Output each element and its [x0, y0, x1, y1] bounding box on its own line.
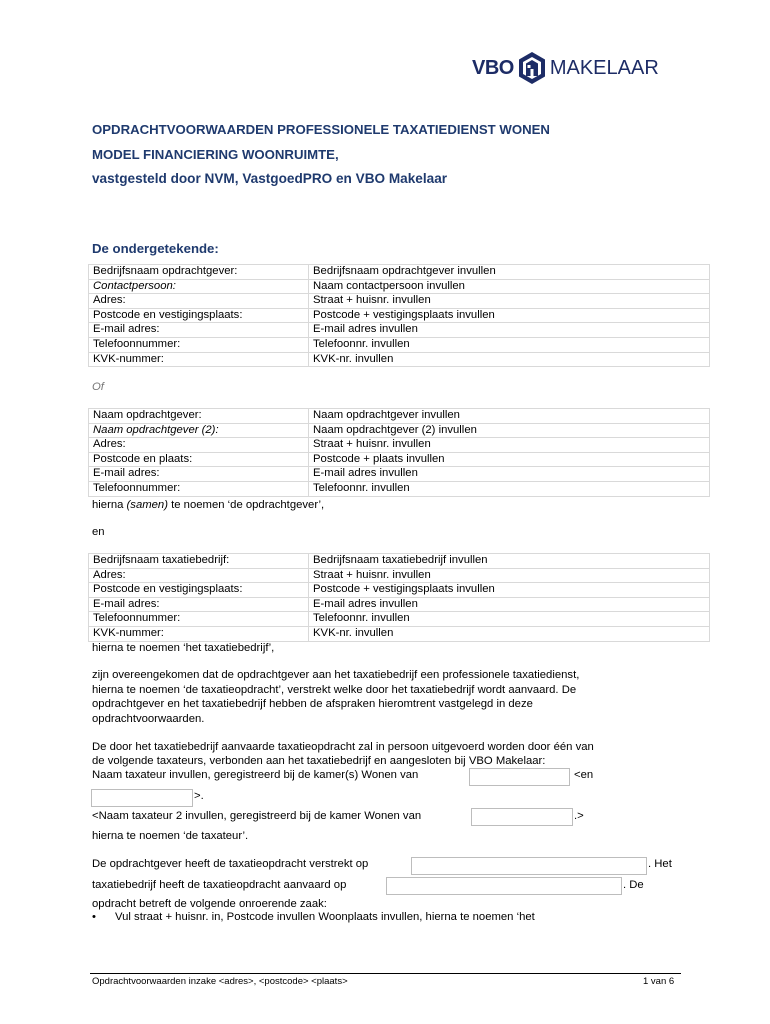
- table-row: [89, 612, 710, 627]
- field-value[interactable]: Naam opdrachtgever invullen: [309, 409, 710, 424]
- hierna-taxatiebedrijf: hierna te noemen ‘het taxatiebedrijf’,: [92, 642, 275, 654]
- taxateur2-text: <Naam taxateur 2 invullen, geregistreerd bij de kamer Wonen van: [92, 810, 422, 822]
- field-label: E-mail adres:: [89, 597, 309, 612]
- table-row: [89, 294, 710, 309]
- field-label: Bedrijfsnaam taxatiebedrijf:: [89, 554, 309, 569]
- logo-vbo-text: VBO: [472, 56, 514, 79]
- hierna-opdrachtgever: [92, 498, 692, 513]
- field-label: E-mail adres:: [89, 323, 309, 338]
- table-row: [89, 323, 710, 338]
- gt-dot-text: >.: [194, 790, 204, 802]
- field-value[interactable]: Postcode + plaats invullen: [309, 452, 710, 467]
- field-label: Adres:: [89, 568, 309, 583]
- field-label: KVK-nummer:: [89, 352, 309, 367]
- field-label: Postcode en vestigingsplaats:: [89, 308, 309, 323]
- taxateur1-text: Naam taxateur invullen, geregistreerd bij de kamer(s) Wonen van: [92, 769, 419, 781]
- field-value[interactable]: Naam contactpersoon invullen: [309, 279, 710, 294]
- para2-line2: de volgende taxateurs, verbonden aan het taxatiebedrijf en aangesloten bij VBO Makelaar:: [92, 755, 546, 767]
- opdrachtgever-company-table: [88, 264, 710, 367]
- table-row: [89, 352, 710, 367]
- field-value[interactable]: E-mail adres invullen: [309, 597, 710, 612]
- table-row: [89, 423, 710, 438]
- field-value[interactable]: Straat + huisnr. invullen: [309, 438, 710, 453]
- field-value[interactable]: Straat + huisnr. invullen: [309, 294, 710, 309]
- house-hexagon-icon: [517, 51, 547, 85]
- field-value[interactable]: Bedrijfsnaam opdrachtgever invullen: [309, 265, 710, 280]
- de-text: . De: [623, 879, 644, 891]
- footer-divider: [90, 973, 681, 974]
- taxatiebedrijf-table: [88, 553, 710, 642]
- table-row: [89, 279, 710, 294]
- field-label: Naam opdrachtgever:: [89, 409, 309, 424]
- para1-line3: opdrachtgever en het taxatiebedrijf hebben de afspraken hieromtrent vastgelegd in deze: [92, 698, 533, 710]
- bullet-icon: •: [92, 911, 96, 923]
- field-value[interactable]: KVK-nr. invullen: [309, 626, 710, 641]
- field-label: Telefoonnummer:: [89, 481, 309, 496]
- title-line-3: vastgesteld door NVM, VastgoedPRO en VBO Makelaar: [92, 171, 448, 186]
- para1-line4: opdrachtvoorwaarden.: [92, 713, 205, 725]
- field-label: Adres:: [89, 438, 309, 453]
- hierna-post: te noemen ‘de opdrachtgever’,: [167, 499, 325, 511]
- field-label: KVK-nummer:: [89, 626, 309, 641]
- of-text: Of: [92, 381, 104, 393]
- field-label: Contactpersoon:: [89, 279, 309, 294]
- table-row: [89, 467, 710, 482]
- field-value[interactable]: Telefoonnr. invullen: [309, 612, 710, 627]
- table-row: [89, 626, 710, 641]
- para1-line1: zijn overeengekomen dat de opdrachtgever aan het taxatiebedrijf een professionele taxatiedienst,: [92, 669, 580, 681]
- table-row: [89, 438, 710, 453]
- aanvaard-date-input[interactable]: [386, 877, 622, 895]
- verstrekt-date-input[interactable]: [411, 857, 647, 875]
- table-row: [89, 481, 710, 496]
- het-text: . Het: [648, 858, 672, 870]
- field-label: Adres:: [89, 294, 309, 309]
- field-value[interactable]: E-mail adres invullen: [309, 323, 710, 338]
- verstrekt-text: De opdrachtgever heeft de taxatieopdracht verstrekt op: [92, 858, 369, 870]
- hierna-italic: (samen): [126, 499, 168, 511]
- para1-line2: hierna te noemen ‘de taxatieopdracht’, verstrekt welke door het taxatiebedrijf wordt aanvaard. De: [92, 684, 577, 696]
- table-row: [89, 265, 710, 280]
- field-label: Naam opdrachtgever (2):: [89, 423, 309, 438]
- field-value[interactable]: KVK-nr. invullen: [309, 352, 710, 367]
- dot-gt-text: .>: [574, 810, 584, 822]
- table-row: [89, 568, 710, 583]
- hierna-pre: hierna: [92, 499, 127, 511]
- field-label: Bedrijfsnaam opdrachtgever:: [89, 265, 309, 280]
- table-row: [89, 554, 710, 569]
- table-row: [89, 337, 710, 352]
- field-label: Telefoonnummer:: [89, 337, 309, 352]
- opdrachtgever-person-table: [88, 408, 710, 497]
- field-value[interactable]: Telefoonnr. invullen: [309, 337, 710, 352]
- taxateur-name-input[interactable]: [91, 789, 193, 807]
- field-label: E-mail adres:: [89, 467, 309, 482]
- field-value[interactable]: Straat + huisnr. invullen: [309, 568, 710, 583]
- kamer-wonen-input-2[interactable]: [471, 808, 573, 826]
- hierna-taxateur: hierna te noemen ‘de taxateur’.: [92, 830, 249, 842]
- table-row: [89, 597, 710, 612]
- section-title: De ondergetekende:: [92, 241, 219, 256]
- footer-title: Opdrachtvoorwaarden inzake <adres>, <postcode> <plaats>: [92, 976, 348, 987]
- table-row: [89, 409, 710, 424]
- field-value[interactable]: Postcode + vestigingsplaats invullen: [309, 583, 710, 598]
- table-row: [89, 308, 710, 323]
- field-value[interactable]: Bedrijfsnaam taxatiebedrijf invullen: [309, 554, 710, 569]
- title-line-2: MODEL FINANCIERING WOONRUIMTE,: [92, 147, 339, 162]
- table-row: [89, 452, 710, 467]
- kamer-wonen-input-1[interactable]: [469, 768, 570, 786]
- field-value[interactable]: E-mail adres invullen: [309, 467, 710, 482]
- field-value[interactable]: Telefoonnr. invullen: [309, 481, 710, 496]
- para2-line1: De door het taxatiebedrijf aanvaarde taxatieopdracht zal in persoon uitgevoerd worden door één van: [92, 741, 594, 753]
- field-label: Postcode en plaats:: [89, 452, 309, 467]
- logo-makelaar-text: MAKELAAR: [549, 56, 659, 79]
- field-value[interactable]: Naam opdrachtgever (2) invullen: [309, 423, 710, 438]
- field-label: Telefoonnummer:: [89, 612, 309, 627]
- field-value[interactable]: Postcode + vestigingsplaats invullen: [309, 308, 710, 323]
- en-text: en: [92, 526, 105, 538]
- table-row: [89, 583, 710, 598]
- field-label: Postcode en vestigingsplaats:: [89, 583, 309, 598]
- en-lt-text: <en: [574, 769, 594, 781]
- aanvaard-text: taxatiebedrijf heeft de taxatieopdracht aanvaard op: [92, 879, 347, 891]
- page-number: 1 van 6: [643, 976, 675, 987]
- title-line-1: OPDRACHTVOORWAARDEN PROFESSIONELE TAXATIEDIENST WONEN: [92, 122, 550, 137]
- betreft-text: opdracht betreft de volgende onroerende zaak:: [92, 898, 327, 910]
- property-address-text: Vul straat + huisnr. in, Postcode invullen Woonplaats invullen, hierna te noemen ‘het: [115, 911, 535, 923]
- vbo-makelaar-logo: [472, 48, 659, 88]
